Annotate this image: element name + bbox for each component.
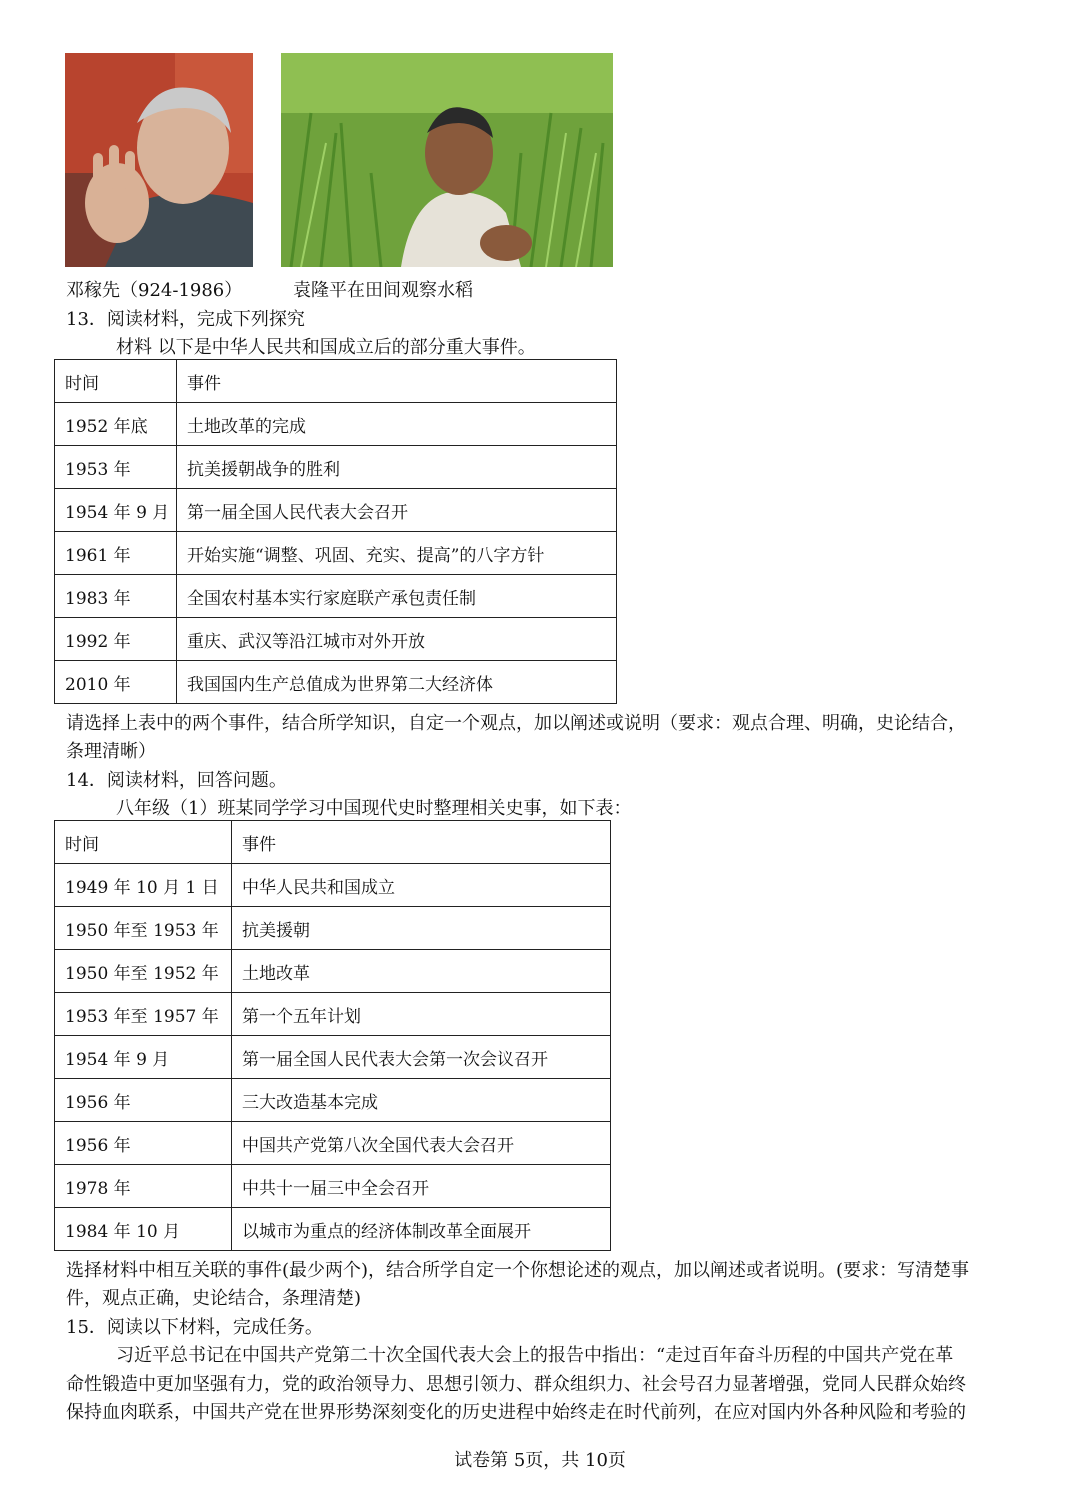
cell-event: 中华人民共和国成立 (232, 864, 611, 907)
header-event: 事件 (232, 821, 611, 864)
table-row (55, 618, 617, 661)
cell-event: 抗美援朝 (232, 907, 611, 950)
q13-intro: 材料 以下是中华人民共和国成立后的部分重大事件。 (116, 337, 536, 358)
cell-event: 第一届全国人民代表大会召开 (177, 489, 617, 532)
table-row (55, 446, 617, 489)
cell-event: 土地改革的完成 (177, 403, 617, 446)
q13-prompt-line1: 请选择上表中的两个事件，结合所学知识，自定一个观点，加以阐述或说明（要求：观点合理、明确，史论结合， (66, 713, 966, 734)
cell-time: 1953 年至 1957 年 (55, 993, 232, 1036)
cell-event: 中国共产党第八次全国代表大会召开 (232, 1122, 611, 1165)
photo-deng-jiaxian (65, 53, 253, 267)
q13-prompt-line2: 条理清晰） (66, 741, 156, 762)
cell-event: 中共十一届三中全会召开 (232, 1165, 611, 1208)
table-row (55, 993, 611, 1036)
table-row (55, 907, 611, 950)
q14-title: 14．阅读材料，回答问题。 (66, 770, 287, 791)
table-header-row (55, 360, 617, 403)
cell-time: 1954 年 9 月 (55, 489, 177, 532)
cell-time: 1978 年 (55, 1165, 232, 1208)
q13-table (54, 359, 617, 704)
cell-event: 我国国内生产总值成为世界第二大经济体 (177, 661, 617, 704)
q14-prompt-line1: 选择材料中相互关联的事件(最少两个)，结合所学自定一个你想论述的观点，加以阐述或者说明。(要求：写清楚事 (66, 1260, 970, 1281)
table-row (55, 864, 611, 907)
q14-table (54, 820, 611, 1251)
cell-time: 1984 年 10 月 (55, 1208, 232, 1251)
cell-event: 第一届全国人民代表大会第一次会议召开 (232, 1036, 611, 1079)
cell-time: 2010 年 (55, 661, 177, 704)
cell-event: 三大改造基本完成 (232, 1079, 611, 1122)
cell-event: 第一个五年计划 (232, 993, 611, 1036)
table-row (55, 575, 617, 618)
table-row (55, 1122, 611, 1165)
table-row (55, 950, 611, 993)
cell-time: 1983 年 (55, 575, 177, 618)
table-header-row (55, 821, 611, 864)
cell-time: 1956 年 (55, 1079, 232, 1122)
cell-time: 1950 年至 1953 年 (55, 907, 232, 950)
header-event: 事件 (177, 360, 617, 403)
q14-intro: 八年级（1）班某同学学习中国现代史时整理相关史事，如下表： (116, 798, 632, 819)
table-row (55, 1165, 611, 1208)
cell-time: 1992 年 (55, 618, 177, 661)
cell-event: 全国农村基本实行家庭联产承包责任制 (177, 575, 617, 618)
cell-time: 1952 年底 (55, 403, 177, 446)
table-row (55, 489, 617, 532)
table-row (55, 403, 617, 446)
cell-event: 开始实施“调整、巩固、充实、提高”的八字方针 (177, 532, 617, 575)
cell-event: 抗美援朝战争的胜利 (177, 446, 617, 489)
header-time: 时间 (55, 360, 177, 403)
q14-prompt-line2: 件，观点正确，史论结合，条理清楚) (66, 1288, 362, 1309)
cell-time: 1950 年至 1952 年 (55, 950, 232, 993)
cell-time: 1953 年 (55, 446, 177, 489)
cell-time: 1954 年 9 月 (55, 1036, 232, 1079)
table-row (55, 1208, 611, 1251)
table-row (55, 1079, 611, 1122)
table-row (55, 532, 617, 575)
q13-title: 13．阅读材料，完成下列探究 (66, 309, 305, 330)
photo-yuan-longping (281, 53, 613, 267)
table-row (55, 661, 617, 704)
q15-line2: 命性锻造中更加坚强有力，党的政治领导力、思想引领力、群众组织力、社会号召力显著增强，党同人民群众始终 (66, 1374, 966, 1395)
q15-line1: 习近平总书记在中国共产党第二十次全国代表大会上的报告中指出：“走过百年奋斗历程的中国共产党在革 (116, 1345, 954, 1366)
cell-event: 以城市为重点的经济体制改革全面展开 (232, 1208, 611, 1251)
q15-line3: 保持血肉联系，中国共产党在世界形势深刻变化的历史进程中始终走在时代前列，在应对国内外各种风险和考验的 (66, 1402, 966, 1423)
photo-caption-deng: 邓稼先（924-1986） (66, 280, 243, 301)
photo-caption-yuan: 袁隆平在田间观察水稻 (293, 280, 473, 301)
cell-time: 1956 年 (55, 1122, 232, 1165)
table-row (55, 1036, 611, 1079)
page-footer: 试卷第 5页，共 10页 (454, 1450, 626, 1471)
cell-time: 1961 年 (55, 532, 177, 575)
cell-event: 重庆、武汉等沿江城市对外开放 (177, 618, 617, 661)
header-time: 时间 (55, 821, 232, 864)
cell-event: 土地改革 (232, 950, 611, 993)
cell-time: 1949 年 10 月 1 日 (55, 864, 232, 907)
q15-title: 15．阅读以下材料，完成任务。 (66, 1317, 323, 1338)
